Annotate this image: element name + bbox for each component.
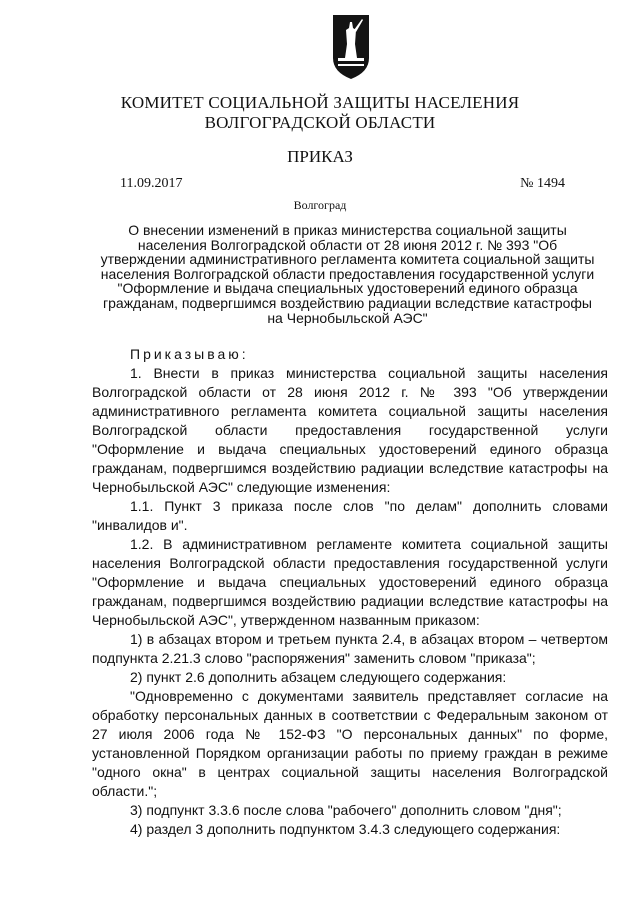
order-subject: О внесении изменений в приказ министерства социальной защиты населения Волгоградской области от 28 июня 2012 г. № 393 "Об утверждении административного регламента комитета социальной защиты населения Волгоградской области предоставления государственной услуги "Оформление и выдача специальных удостоверений единого образца гражданам, подвергшимся воздействию радиации вследствие катастрофы на Чернобыльской АЭС"	[100, 222, 595, 326]
organization-line-1: КОМИТЕТ СОЦИАЛЬНОЙ ЗАЩИТЫ НАСЕЛЕНИЯ	[120, 93, 520, 112]
organization-line-2: ВОЛГОГРАДСКОЙ ОБЛАСТИ	[204, 113, 436, 132]
item-3: 3) подпункт 3.3.6 после слова "рабочего" дополнить словом "дня";	[130, 802, 562, 818]
order-heading: Приказываю:	[130, 346, 249, 362]
city: Волгоград	[293, 198, 347, 212]
paragraph-1-1: 1.1. Пункт 3 приказа после слов "по делам" дополнить словами "инвалидов и".	[92, 498, 608, 533]
quoted-paragraph: "Одновременно с документами заявитель представляет согласие на обработку персональных данных в соответствии с Федеральным законом от 27 июля 2006 года № 152-ФЗ "О персональных данных" по форме, установленной Порядком организации работы по приему граждан в режиме "одного окна" в центрах социальной защиты населения Волгоградской области.";	[92, 688, 608, 799]
item-1: 1) в абзацах втором и третьем пункта 2.4, в абзацах втором – четвертом подпункта 2.21.3 слово "распоряжения" заменить словом "приказа";	[92, 631, 608, 666]
organization-name	[0, 93, 640, 133]
order-date: 11.09.2017	[120, 176, 183, 191]
paragraph-1-2: 1.2. В административном регламенте комитета социальной защиты населения Волгоградской области предоставления государственной услуги "Оформление и выдача специальных удостоверений единого образца гражданам, подвергшимся воздействию радиации вследствие катастрофы на Чернобыльской АЭС", утвержденном названным приказом:	[92, 536, 608, 628]
order-body	[92, 345, 608, 839]
coat-of-arms-emblem	[332, 14, 370, 80]
paragraph-1: 1. Внести в приказ министерства социальной защиты населения Волгоградской области от 28 июня 2012 г. № 393 "Об утверждении административного регламента комитета социальной защиты населения Волгоградской области предоставления государственной услуги "Оформление и выдача специальных удостоверений единого образца гражданам, подвергшимся воздействию радиации вследствие катастрофы на Чернобыльской АЭС" следующие изменения:	[92, 365, 608, 495]
item-4: 4) раздел 3 дополнить подпунктом 3.4.3 следующего содержания:	[130, 821, 561, 837]
item-2: 2) пункт 2.6 дополнить абзацем следующего содержания:	[130, 669, 507, 685]
order-number: № 1494	[520, 176, 565, 191]
document-type: ПРИКАЗ	[287, 147, 353, 166]
